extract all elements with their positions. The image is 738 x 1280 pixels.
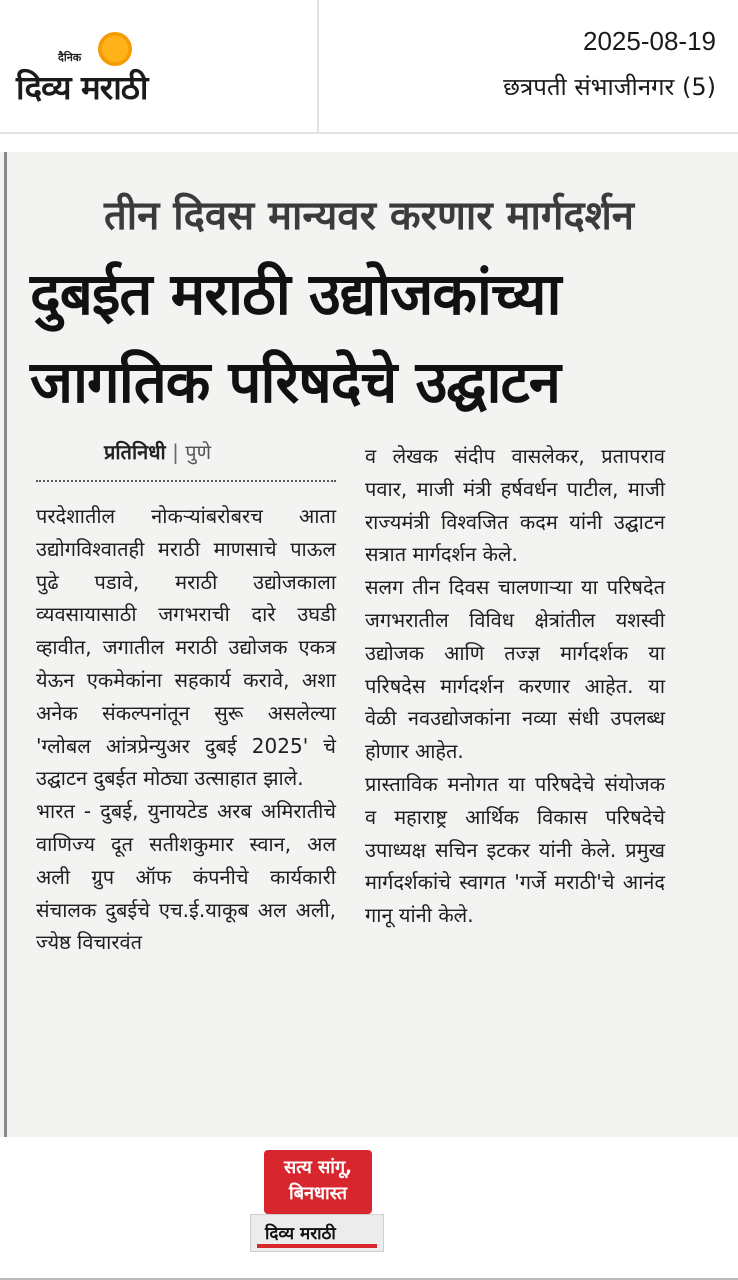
article-paragraph: भारत - दुबई, युनायटेड अरब अमिरातीचे वाणिज्य दूत सतीशकुमार स्वान, अल अली ग्रुप ऑफ कंपनीचे कार्यकारी संचालक दुबईचे एच.ई.याकूब अल अली, ज्येष्ठ विचारवंत	[36, 799, 336, 955]
article-paragraph: परदेशातील नोकऱ्यांबरोबरच आता उद्योगविश्वातही मराठी माणसाचे पाऊल पुढे पडावे, मराठी उद्योजकाला व्यवसायासाठी जगभराची दारे उघडी व्हावीत, जगातील मराठी उद्योजक एकत्र येऊन एकमेकांना सहकार्य करावे, अशा अनेक संकल्पनांतून सुरू असलेल्या 'ग्लोबल आंत्रप्रेन्युअर दुबई 2025' चे उद्घाटन दुबईत मोठ्या उत्साहात झाले.	[36, 504, 336, 791]
slogan-line-2: बिनधास्त	[289, 1183, 347, 1204]
byline-label: प्रतिनिधी	[104, 440, 166, 464]
page-header	[0, 0, 738, 134]
byline-city: पुणे	[185, 440, 212, 464]
article-kicker: तीन दिवस मान्यवर करणार मार्गदर्शन	[104, 193, 634, 239]
byline	[104, 438, 211, 465]
article-paragraph: प्रास्ताविक मनोगत या परिषदेचे संयोजक व महाराष्ट्र आर्थिक विकास परिषदेचे उपाध्यक्ष सचिन इटकर यांनी केले. प्रमुख मार्गदर्शकांचे स्वागत 'गर्जे मराठी'चे आनंद गानू यांनी केले.	[365, 771, 665, 928]
masthead-red-bar	[257, 1244, 377, 1248]
article-column-right	[365, 440, 665, 932]
logo-tagline: दैनिक	[58, 51, 82, 64]
footer-masthead-text: दिव्य मराठी	[265, 1224, 336, 1244]
article-paragraph: सलग तीन दिवस चालणाऱ्या या परिषदेत जगभरातील विविध क्षेत्रांतील यशस्वी उद्योजक आणि तज्ज्ञ मार्गदर्शक या परिषदेस मार्गदर्शन करणार आहेत. या वेळी नवउद्योजकांना नव्या संधी उपलब्ध होणार आहेत.	[365, 575, 665, 764]
divya-marathi-logo	[14, 26, 194, 112]
article-column-left	[36, 500, 336, 959]
slogan-stamp	[264, 1150, 372, 1214]
byline-divider	[36, 480, 336, 482]
header-divider	[317, 0, 319, 132]
headline-line-2: जागतिक परिषदेचे उद्घाटन	[30, 348, 560, 416]
logo-wordmark: दिव्य मराठी	[16, 68, 148, 107]
article-paragraph: व लेखक संदीप वासलेकर, प्रतापराव पवार, माजी मंत्री हर्षवर्धन पाटील, माजी राज्यमंत्री विश्वजित कदम यांनी उद्घाटन सत्रात मार्गदर्शन केले.	[365, 444, 665, 567]
footer-brand-logo	[250, 1150, 384, 1254]
sun-icon	[98, 32, 132, 66]
headline-line-1: दुबईत मराठी उद्योजकांच्या	[30, 260, 561, 328]
footer-masthead	[250, 1214, 384, 1252]
clipping-edge	[4, 152, 7, 1137]
byline-separator: |	[172, 440, 179, 464]
edition-date: 2025-08-19	[583, 26, 716, 56]
slogan-line-1: सत्य सांगू,	[284, 1157, 352, 1178]
edition-name: छत्रपती संभाजीनगर (5)	[503, 73, 716, 101]
